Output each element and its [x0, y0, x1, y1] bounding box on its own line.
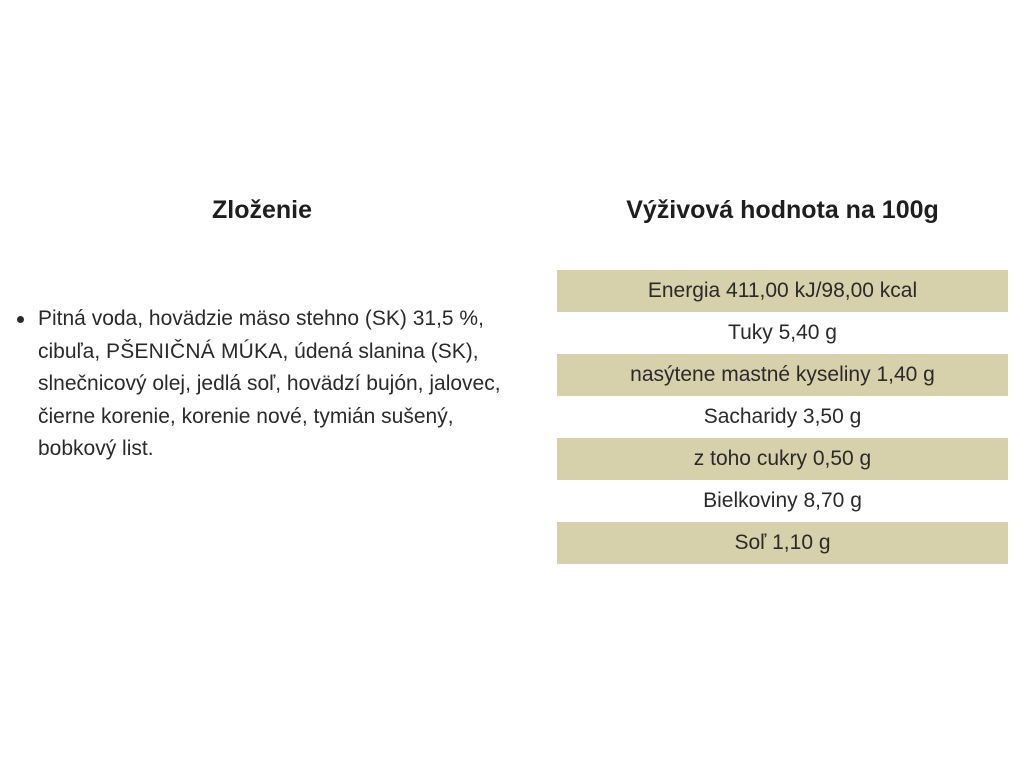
nutrition-row-saturated-fat: nasýtene mastné kyseliny 1,40 g: [557, 354, 1008, 396]
allergen-text: PŠENIČNÁ MÚKA: [106, 339, 283, 363]
nutrition-table: [557, 270, 1008, 564]
nutrition-row-carbohydrates: Sacharidy 3,50 g: [557, 396, 1008, 438]
nutrition-row-salt: Soľ 1,10 g: [557, 522, 1008, 564]
ingredients-text-before: Pitná voda, hovädzie mäso stehno (SK) 31,5 %, cibuľa,: [38, 307, 484, 363]
nutrition-row-energy: Energia 411,00 kJ/98,00 kcal: [557, 270, 1008, 312]
nutrition-row-sugars: z toho cukry 0,50 g: [557, 438, 1008, 480]
nutrition-row-protein: Bielkoviny 8,70 g: [557, 480, 1008, 522]
nutrition-title: Výživová hodnota na 100g: [626, 196, 939, 224]
ingredients-item: [12, 303, 512, 466]
ingredients-list: [12, 303, 512, 466]
ingredients-text-after: , údená slanina (SK), slnečnicový olej, jedlá soľ, hovädzí bujón, jalovec, čierne korenie, korenie nové, tymián sušený, bobkový list.: [38, 339, 501, 460]
nutrition-row-fat: Tuky 5,40 g: [557, 312, 1008, 354]
bullet-icon: [17, 316, 24, 323]
composition-title: Zloženie: [211, 196, 312, 224]
